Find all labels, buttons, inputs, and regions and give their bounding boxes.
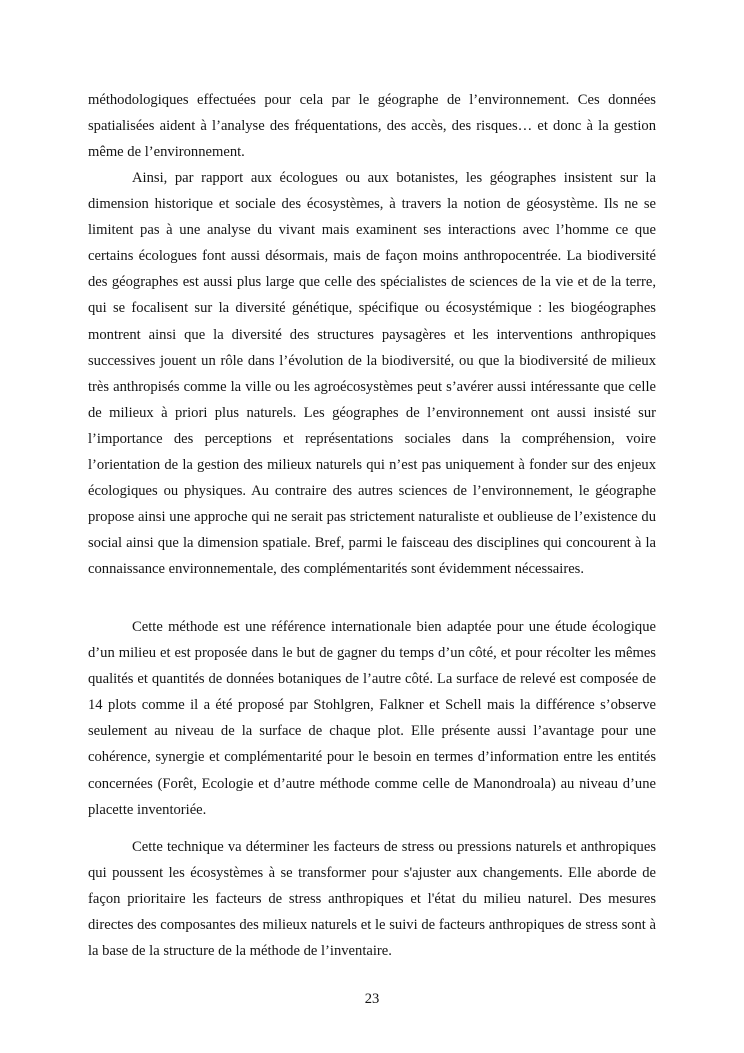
paragraph-geographers: Ainsi, par rapport aux écologues ou aux botanistes, les géographes insistent sur la dimension historique et sociale des écosystèmes, à travers la notion de géosystème. Ils ne se limitent pas à une analyse du vivant mais examinent ses interactions avec l’homme ce que certains écologues font aussi désormais, mais de façon moins anthropocentrée. La biodiversité des géographes est aussi plus large que celle des spécialistes de sciences de la vie et de la terre, qui se focalisent sur la diversité génétique, spécifique ou écosystémique : les biogéographes montrent ainsi que la diversité des structures paysagères et les interventions anthropiques successives jouent un rôle dans l’évolution de la biodiversité, ou que la biodiversité de milieux très anthropisés comme la ville ou les agroécosystèmes peut s’avérer aussi intéressante que celle de milieux à priori plus naturels. Les géographes de l’environnement ont aussi insisté sur l’importance des perceptions et représentations sociales dans la compréhension, voire l’orientation de la gestion des milieux naturels qui n’est pas uniquement à fonder sur des enjeux écologiques ou physiques. Au contraire des autres sciences de l’environnement, le géographe propose ainsi une approche qui ne serait pas strictement naturaliste et oublieuse de l’existence du social ainsi que la dimension spatiale. Bref, parmi le faisceau des disciplines qui concourent à la connaissance environnementale, des complémentarités sont évidemment nécessaires. xyxy=(88,170,656,578)
paragraph-technique: Cette technique va déterminer les facteurs de stress ou pressions naturels et anthropiques qui poussent les écosystèmes à se transformer pour s'ajuster aux changements. Elle aborde de façon prioritaire les facteurs de stress anthropiques et l'état du milieu naturel. Des mesures directes des composantes des milieux naturels et le suivi de facteurs anthropiques de stress sont à la base de la structure de la méthode de l’inventaire. xyxy=(88,839,656,960)
paragraph-method: Cette méthode est une référence internationale bien adaptée pour une étude écologique d’un milieu et est proposée dans le but de gagner du temps d’un côté, et pour récolter les mêmes qualités et quantités de données botaniques de l’autre côté. La surface de relevé est composée de 14 plots comme il a été proposé par Stohlgren, Falkner et Schell mais la différence s’observe seulement au niveau de la surface de chaque plot. Elle présente aussi l’avantage pour une cohérence, synergie et complémentarité pour le besoin en termes d’information entre les entités concernées (Forêt, Ecologie et d’autre méthode comme celle de Manondroala) au niveau d’une placette inventoriée. xyxy=(88,619,656,818)
paragraph-continuation: méthodologiques effectuées pour cela par le géographe de l’environnement. Ces données spatialisées aident à l’analyse des fréquentations, des accès, des risques… et donc à la gestion même de l’environnement. xyxy=(88,92,656,161)
page-number: 23 xyxy=(364,991,380,1007)
